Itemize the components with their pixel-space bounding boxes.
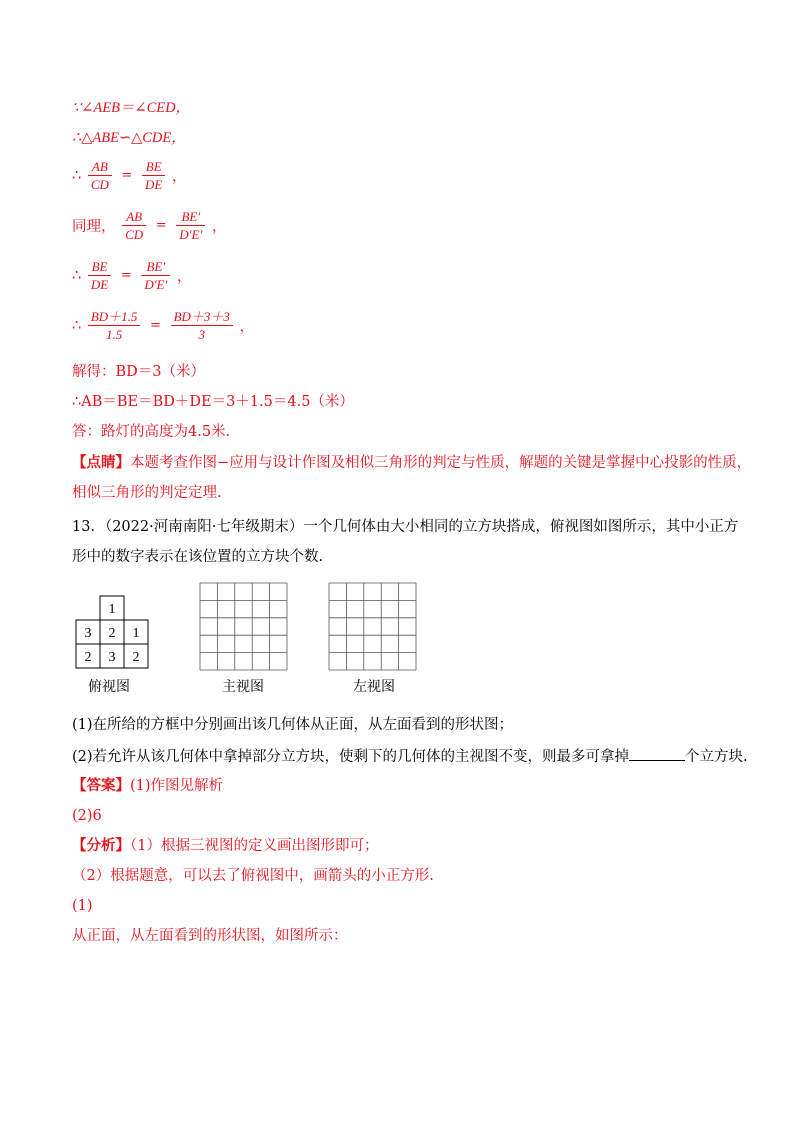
top-view-figure <box>74 594 154 674</box>
equation-ratio-1: ∴ $\frac{AB}{CD}$ = $\frac{BE}{DE}$ ， <box>72 159 187 192</box>
subquestion-1: (1)在所给的方框中分别画出该几何体从正面，从左面看到的形状图； <box>72 717 514 733</box>
fraction: $\frac{BD+1.5}{1.5}$ <box>88 308 141 343</box>
top-view-caption: 俯视图 <box>88 679 130 695</box>
equation-ratio-2: 同理， $\frac{AB}{CD}$ = $\frac{BE'}{D'E'}$ ， <box>72 209 227 242</box>
fraction: $\frac{AB}{CD}$ <box>122 208 146 243</box>
equation-ratio-4: ∴ $\frac{BD+1.5}{1.5}$ = $\frac{BD+3+3}{3}$ ， <box>72 309 255 342</box>
fraction: $\frac{BE'}{D'E'}$ <box>176 208 205 243</box>
question-number: 13． <box>72 519 105 535</box>
answer-line-1: 【答案】(1)作图见解析 <box>72 777 224 794</box>
part-1-text: 从正面，从左面看到的形状图，如图所示： <box>72 928 348 944</box>
top-view-cell: 2 <box>84 650 92 665</box>
left-view-grid <box>328 582 418 672</box>
likewise-label: 同理， <box>72 219 116 235</box>
fraction: $\frac{BE}{DE}$ <box>142 158 165 193</box>
solution-solve: 解得：BD＝3（米） <box>72 364 206 380</box>
top-view-cell: 3 <box>108 650 116 665</box>
fraction: $\frac{BE'}{D'E'}$ <box>141 258 170 293</box>
therefore-symbol: ∴ <box>72 167 82 184</box>
fraction: $\frac{BE}{DE}$ <box>88 258 111 293</box>
solution-line-angle: ∵∠AEB＝∠CED， <box>72 100 191 116</box>
answer-tag: 【答案】 <box>72 777 130 794</box>
dianjing-line-1 <box>72 453 751 473</box>
front-view-caption: 主视图 <box>222 679 264 695</box>
question-line-2: 形中的数字表示在该位置的立方块个数. <box>72 549 324 565</box>
question-line-1: 13．（2022·河南南阳·七年级期末）一个几何体由大小相同的立方块搭成，俯视图如图所示，其中小正方 <box>72 519 739 535</box>
solution-answer: 答：路灯的高度为4.5米. <box>72 424 231 440</box>
part-1-label: (1) <box>72 898 93 914</box>
top-view-cell: 1 <box>132 626 140 641</box>
left-view-caption: 左视图 <box>353 679 395 695</box>
subquestion-2: (2)若允许从该几何体中拿掉部分立方块，使剩下的几何体的主视图不变，则最多可拿掉 个立方块. <box>72 746 748 767</box>
top-view-cell: 1 <box>108 602 116 617</box>
analysis-line-2: （2）根据题意，可以去了俯视图中，画箭头的小正方形. <box>72 868 434 884</box>
fraction: $\frac{AB}{CD}$ <box>88 158 112 193</box>
front-view-grid <box>199 582 289 672</box>
dianjing-tag: 【点睛】 <box>72 454 130 471</box>
dianjing-text: 本题考查作图−应用与设计作图及相似三角形的判定与性质，解题的关键是掌握中心投影的性质， <box>130 455 752 471</box>
analysis-line-1: 【分析】（1）根据三视图的定义画出图形即可； <box>72 837 379 854</box>
fraction: $\frac{BD+3+3}{3}$ <box>171 308 233 343</box>
equation-ratio-3: ∴ $\frac{BE}{DE}$ = $\frac{BE'}{D'E'}$ ， <box>72 259 192 292</box>
analysis-tag: 【分析】 <box>72 837 130 854</box>
question-source: （2022·河南南阳·七年级期末） <box>104 519 304 535</box>
answer-blank <box>629 746 685 761</box>
dianjing-line-2: 相似三角形的判定定理. <box>72 485 222 501</box>
top-view-cell: 2 <box>132 650 140 665</box>
solution-line-similar: ∴△ABE∽△CDE， <box>72 130 186 146</box>
top-view-cell: 3 <box>84 626 92 641</box>
solution-result: ∴AB＝BE＝BD＋DE＝3＋1.5＝4.5（米） <box>72 394 354 410</box>
top-view-cell: 2 <box>108 626 116 641</box>
answer-line-2: (2)6 <box>72 808 102 824</box>
